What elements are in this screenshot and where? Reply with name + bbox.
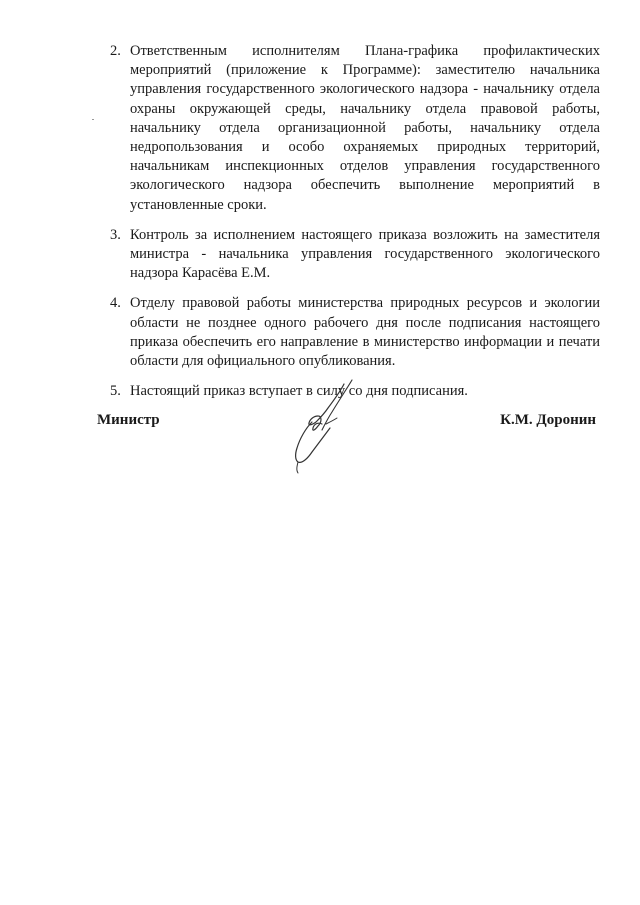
handwritten-signature <box>282 378 372 478</box>
item-text: Отделу правовой работы министерства природных ресурсов и экологии области не позднее одного рабочего дня после подписания настоящего приказа обеспечить его направление в министерство информации и печати области для официального опубликования. <box>130 295 600 370</box>
order-item-3 <box>110 226 600 284</box>
item-number: 3. <box>110 226 121 243</box>
signatory-name: К.М. Доронин <box>500 412 596 428</box>
order-item-2 <box>110 42 600 215</box>
item-text: Ответственным исполнителям Плана-графика профилактических мероприятий (приложение к Программе): заместителю начальника управления государственного экологического надзора - начальнику отдела охраны окружающей среды, начальнику отдела правовой работы, начальнику отдела организационной работы, начальнику отдела недропользования и особо охраняемых природных территорий, начальникам инспекционных отделов управления государственного экологического надзора обеспечить выполнение мероприятий в установленные сроки. <box>130 43 600 213</box>
order-item-4 <box>110 294 600 371</box>
item-number: 5. <box>110 383 121 400</box>
order-items-list <box>110 42 600 412</box>
item-number: 4. <box>110 295 121 312</box>
item-number: 2. <box>110 43 121 59</box>
scan-speck <box>92 119 94 120</box>
item-text: Настоящий приказ вступает в силу со дня подписания. <box>130 383 468 400</box>
signatory-role: Министр <box>97 412 160 428</box>
item-text: Контроль за исполнением настоящего приказа возложить на заместителя министра - начальника управления государственного экологического надзора Карасёва Е.М. <box>130 226 600 282</box>
